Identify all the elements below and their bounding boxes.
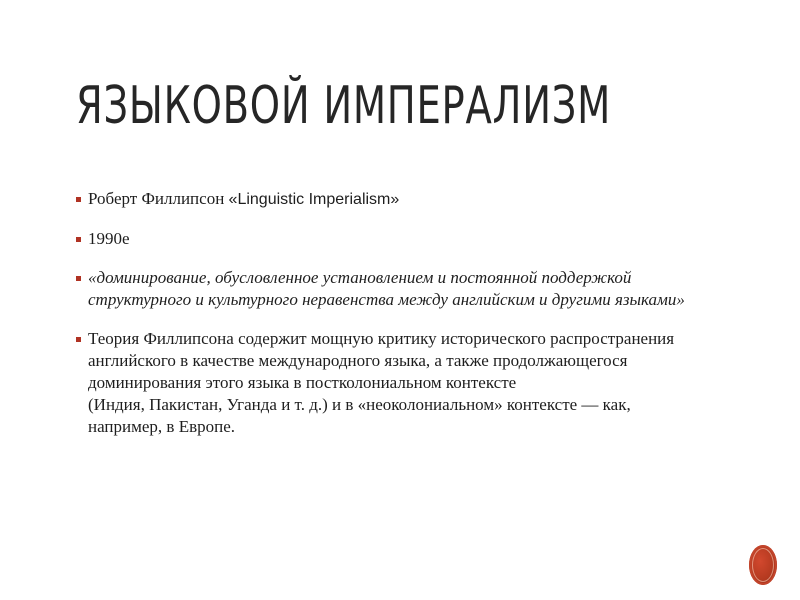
bullet-year <box>76 228 716 250</box>
bullet-theory-line-1: Теория Филлипсона содержит мощную критику исторического распространения <box>88 329 675 348</box>
bullet-book-title: «Linguistic Imperialism» <box>228 191 400 208</box>
bullet-quote-line-1: «доминирование, обусловленное установлением и постоянной поддержкой <box>88 268 632 287</box>
bullet-theory <box>76 328 716 438</box>
bullet-author <box>76 188 716 211</box>
bullet-theory-line-5: например, в Европе. <box>88 417 235 436</box>
bullet-author-text: Роберт Филлипсон <box>88 189 229 208</box>
bullet-quote-line-2: структурного и культурного неравенства между английским и другими языками» <box>88 290 685 309</box>
bullet-year-text: 1990е <box>88 229 130 248</box>
slide-number-badge <box>749 545 777 585</box>
bullet-square-icon <box>76 237 81 242</box>
bullet-square-icon <box>76 337 81 342</box>
slide-title: ЯЗЫКОВОЙ ИМПЕРАЛИЗМ <box>76 76 612 136</box>
bullet-theory-line-3: доминирования этого языка в постколониальном контексте <box>88 373 517 392</box>
bullet-square-icon <box>76 276 81 281</box>
bullet-list <box>76 188 716 455</box>
bullet-theory-line-4: (Индия, Пакистан, Уганда и т. д.) и в «неоколониальном» контексте — как, <box>88 395 631 414</box>
bullet-theory-line-2: английского в качестве международного языка, а также продолжающегося <box>88 351 628 370</box>
bullet-quote <box>76 267 716 311</box>
badge-ring-icon <box>752 548 774 582</box>
bullet-square-icon <box>76 197 81 202</box>
